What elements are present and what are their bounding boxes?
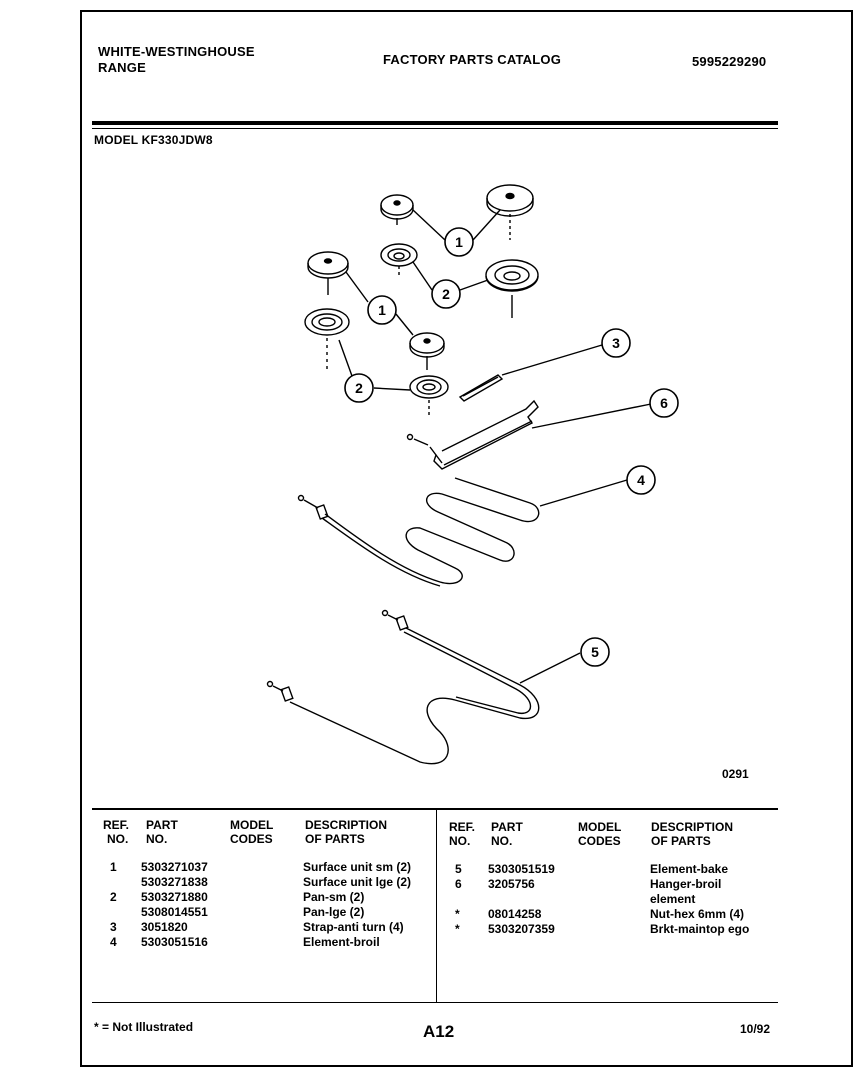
table-cell-part: 5303051519 xyxy=(488,862,555,876)
table-cell-part: 5308014551 xyxy=(141,905,208,919)
table-cell-desc: element xyxy=(650,892,696,906)
table-cell-desc: Pan-lge (2) xyxy=(303,905,365,919)
brand-line-2: RANGE xyxy=(98,60,146,75)
table-cell-part: 5303271838 xyxy=(141,875,208,889)
surface-unit-large-top xyxy=(487,185,533,240)
callout-1-left xyxy=(368,296,396,324)
hanger-broil xyxy=(408,401,539,469)
catalog-number: 5995229290 xyxy=(692,54,767,69)
callout-label: 2 xyxy=(355,380,363,396)
table-cell-desc: Surface unit lge (2) xyxy=(303,875,412,889)
callout-3 xyxy=(602,329,630,357)
table-cell-ref: 5 xyxy=(455,862,462,876)
header-part: PART xyxy=(491,820,523,834)
callout-label: 6 xyxy=(660,395,668,411)
surface-unit-small-top xyxy=(381,195,413,225)
header-of-parts: OF PARTS xyxy=(651,834,711,848)
header-model: MODEL xyxy=(230,818,274,832)
table-cell-ref xyxy=(110,905,117,920)
table-cell-part: 5303207359 xyxy=(488,922,555,936)
header-part: PART xyxy=(146,818,178,832)
table-cell-part: 3205756 xyxy=(488,877,535,891)
table-cell-ref: 4 xyxy=(110,935,117,949)
table-cell-ref: 3 xyxy=(110,920,117,934)
callout-4 xyxy=(627,466,655,494)
table-cell-ref: 6 xyxy=(455,877,462,891)
drawing-code: 0291 xyxy=(722,767,749,781)
table-cell-ref: 2 xyxy=(110,890,117,904)
header-codes: CODES xyxy=(578,834,621,848)
header-ref: REF. xyxy=(103,818,130,832)
catalog-title: FACTORY PARTS CATALOG xyxy=(383,52,562,67)
table-bottom-rule xyxy=(92,1002,778,1003)
header-description: DESCRIPTION xyxy=(651,820,734,834)
element-broil xyxy=(299,478,539,586)
footer-note: * = Not Illustrated xyxy=(94,1020,194,1034)
table-cell-ref: 1 xyxy=(110,860,117,874)
callout-label: 1 xyxy=(455,234,463,250)
callout-label: 3 xyxy=(612,335,620,351)
table-cell-part: 5303271037 xyxy=(141,860,208,874)
table-cell-part: 5303051516 xyxy=(141,935,208,949)
header-part-no: NO. xyxy=(491,834,513,848)
brand-line-1: WHITE-WESTINGHOUSE xyxy=(98,44,255,59)
header-ref-no: NO. xyxy=(107,832,129,846)
callout-label: 1 xyxy=(378,302,386,318)
strap-anti-turn xyxy=(460,375,502,401)
table-cell-part: 08014258 xyxy=(488,907,542,921)
table-cell-desc: Element-broil xyxy=(303,935,380,949)
table-cell-desc: Element-bake xyxy=(650,862,729,876)
table-cell-desc: Brkt-maintop ego xyxy=(650,922,750,936)
header-part-no: NO. xyxy=(146,832,168,846)
table-cell-desc: Pan-sm (2) xyxy=(303,890,365,904)
header-ref-no: NO. xyxy=(449,834,471,848)
table-cell-ref: * xyxy=(455,907,460,921)
surface-unit-left xyxy=(308,252,348,295)
callout-5 xyxy=(581,638,609,666)
table-cell-desc: Surface unit sm (2) xyxy=(303,860,412,874)
table-cell-part: 5303271880 xyxy=(141,890,208,904)
header-of-parts: OF PARTS xyxy=(305,832,365,846)
callout-label: 4 xyxy=(637,472,645,488)
pan-large-top xyxy=(486,260,538,318)
element-bake xyxy=(268,611,539,764)
table-cell-part: 3051820 xyxy=(141,920,188,934)
callout-1-top xyxy=(445,228,473,256)
header-ref: REF. xyxy=(449,820,476,834)
pan-center xyxy=(410,376,448,418)
header-model: MODEL xyxy=(578,820,622,834)
model-label: MODEL KF330JDW8 xyxy=(94,133,213,147)
table-divider xyxy=(436,808,437,1003)
callout-6 xyxy=(650,389,678,417)
header-description: DESCRIPTION xyxy=(305,818,388,832)
table-cell-desc: Hanger-broil xyxy=(650,877,722,891)
table-top-rule xyxy=(92,808,778,810)
surface-unit-center xyxy=(410,333,444,370)
header-codes: CODES xyxy=(230,832,273,846)
callout-2-top xyxy=(432,280,460,308)
table-cell-desc: Nut-hex 6mm (4) xyxy=(650,907,745,921)
callout-label: 2 xyxy=(442,286,450,302)
page-number: A12 xyxy=(423,1022,455,1041)
table-cell-ref: * xyxy=(455,922,460,936)
callout-2-left xyxy=(345,374,373,402)
callout-label: 5 xyxy=(591,644,599,660)
pan-small-top xyxy=(381,244,417,278)
table-cell-ref xyxy=(455,892,462,907)
footer-date: 10/92 xyxy=(740,1022,771,1036)
table-cell-part xyxy=(488,892,555,907)
table-cell-desc: Strap-anti turn (4) xyxy=(303,920,404,934)
table-cell-ref xyxy=(110,875,117,890)
pan-left xyxy=(305,309,349,372)
